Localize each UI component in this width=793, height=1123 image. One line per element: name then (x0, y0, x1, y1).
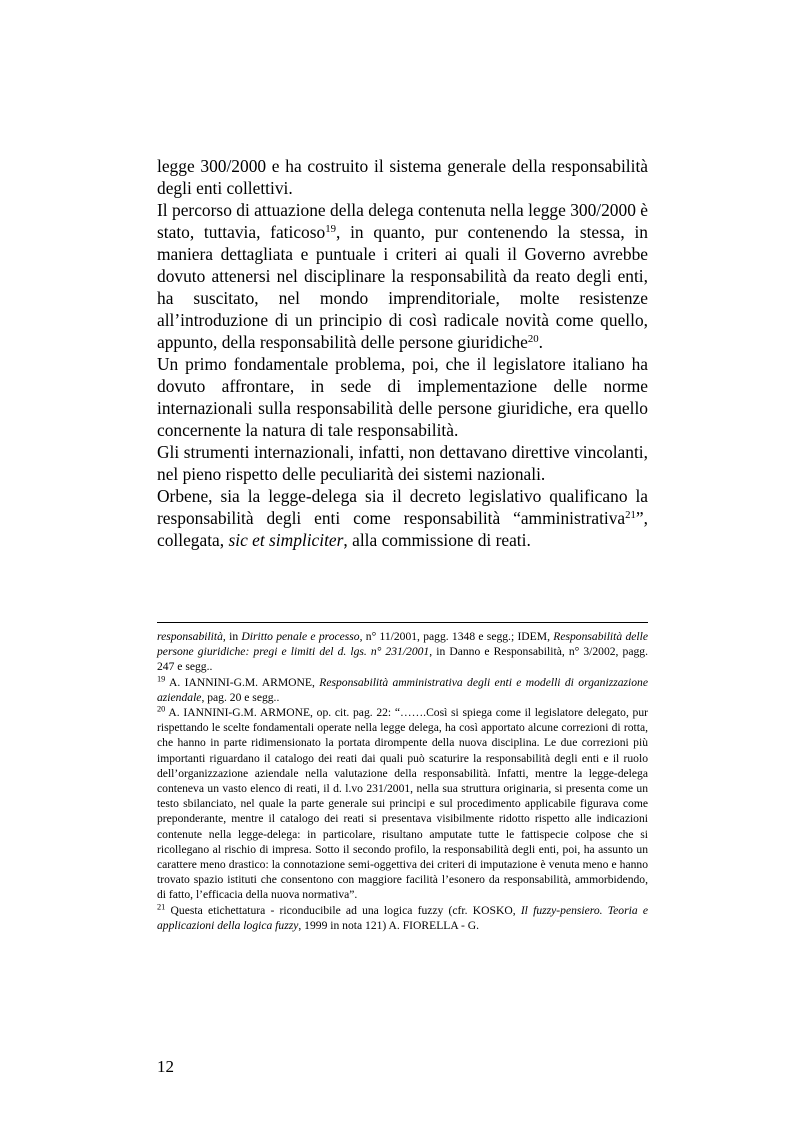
footnote-continuation (157, 629, 648, 675)
paragraph-3: Un primo fondamentale problema, poi, che il legislatore italiano ha dovuto affrontare, in sede di implementazione delle norme internazionali sulla responsabilità delle persone giuridiche, era quello concernente la natura di tale responsabilità. (157, 354, 648, 440)
footnote-number: 20 (157, 704, 166, 714)
italic-text: Il fuzzy-pensiero. Teoria e applicazioni della logica fuzzy (157, 903, 648, 932)
paragraph-2 (157, 199, 648, 353)
text: , in Danno e Responsabilità, n° 3/2002, pagg. 247 e segg.. (157, 645, 648, 674)
page-number: 12 (157, 1057, 174, 1076)
footnotes (157, 629, 648, 933)
footnote-ref-20[interactable]: 20 (527, 333, 539, 346)
footnote-number: 19 (157, 674, 166, 684)
italic-text: Responsabilità delle persone giuridiche: pregi e limiti del d. lgs. n° 231/2001 (157, 630, 648, 659)
text: Questa etichettatura - riconducibile ad una logica fuzzy (cfr. KOSKO, (165, 903, 521, 917)
paragraph-4: Gli strumenti internazionali, infatti, non dettavano direttive vincolanti, nel pieno rispetto delle peculiarità dei sistemi nazionali. (157, 442, 648, 484)
italic-text: sic et simpliciter (228, 530, 344, 550)
text: A. IANNINI-G.M. ARMONE, (165, 675, 320, 689)
paragraph-1: legge 300/2000 e ha costruito il sistema generale della responsabilità degli enti collettivi. (157, 156, 648, 198)
text: , alla commissione di reati. (343, 530, 531, 550)
text: in (225, 630, 242, 643)
text: , n° 11/2001, pagg. 1348 e segg.; IDEM, (359, 630, 554, 643)
text: ”, collegata, (157, 508, 648, 550)
footnote-separator (157, 622, 648, 623)
footnote-21 (157, 903, 648, 933)
italic-text: Responsabilità amministrativa degli enti e modelli di organizzazione aziendale (157, 675, 648, 704)
text: , pag. 20 e segg.. (201, 690, 280, 704)
text: , in quanto, pur contenendo la stessa, in maniera dettagliata e puntuale i criteri ai quali il Governo avrebbe dovuto attenersi nel disciplinare la responsabilità da reato degli enti, ha suscitato, nel mondo imprenditoriale, molte resistenze all’introduzione di un principio di così radicale novità come quello, appunto, della responsabilità delle persone giuridiche (157, 222, 648, 352)
text: Il percorso di attuazione della delega contenuta nella legge 300/2000 è stato, tuttavia, faticoso (157, 200, 648, 242)
main-text (157, 155, 648, 551)
paragraph-5 (157, 485, 648, 551)
text: . (538, 332, 544, 352)
text: A. IANNINI-G.M. ARMONE, op. cit. pag. 22: “…….Così si spiega come il legislatore delegato, pur rispettando le scelte fondamentali operate nella legge delega, ha così apportato alcune correzioni di rotta, che hanno in parte ridimensionato la portata dirompente della nuova disciplina. Le due correzioni più importanti riguardano il catalogo dei reati dai quali può scaturire la responsabilità degli enti e il ruolo dell’organizzazione aziendale nella valutazione della responsabilità. Infatti, mentre la legge-delega conteneva un vasto elenco di reati, il d. l.vo 231/2001, nella sua struttura originaria, si presenta come un testo sbilanciato, nel quale la parte generale sui principi e sul procedimento applicabile figurava come preponderante, mentre il catalogo dei reati si presentava visibilmente ridotto rispetto alle indicazioni contenute nella legge-delega: in particolare, risultano amputate tutte le fattispecie colpose che si ricollegano al rischio di impresa. Sotto il secondo profilo, la responsabilità degli enti, poi, ha assunto un carattere meno drastico: la connotazione semi-oggettiva dei criteri di imputazione è venuta meno e hanno trovato spazio istituti che consentono con maggiore facilità l’esonero da responsabilità, ammorbidendo, di fatto, l’efficacia della nuova normativa”. (157, 706, 648, 902)
footnote-ref-19[interactable]: 19 (325, 223, 336, 236)
italic-text: Diritto penale e processo (241, 630, 360, 643)
text: Orbene, sia la legge-delega sia il decreto legislativo qualificano la responsabilità degli enti come responsabilità “amministrativa (157, 486, 648, 528)
italic-text: responsabilità, (157, 630, 226, 643)
footnote-ref-21[interactable]: 21 (625, 509, 636, 522)
footnote-19 (157, 675, 648, 705)
footnote-number: 21 (157, 902, 166, 912)
text: , 1999 in nota 121) A. FIORELLA - G. (298, 918, 480, 932)
footnote-20 (157, 705, 648, 903)
